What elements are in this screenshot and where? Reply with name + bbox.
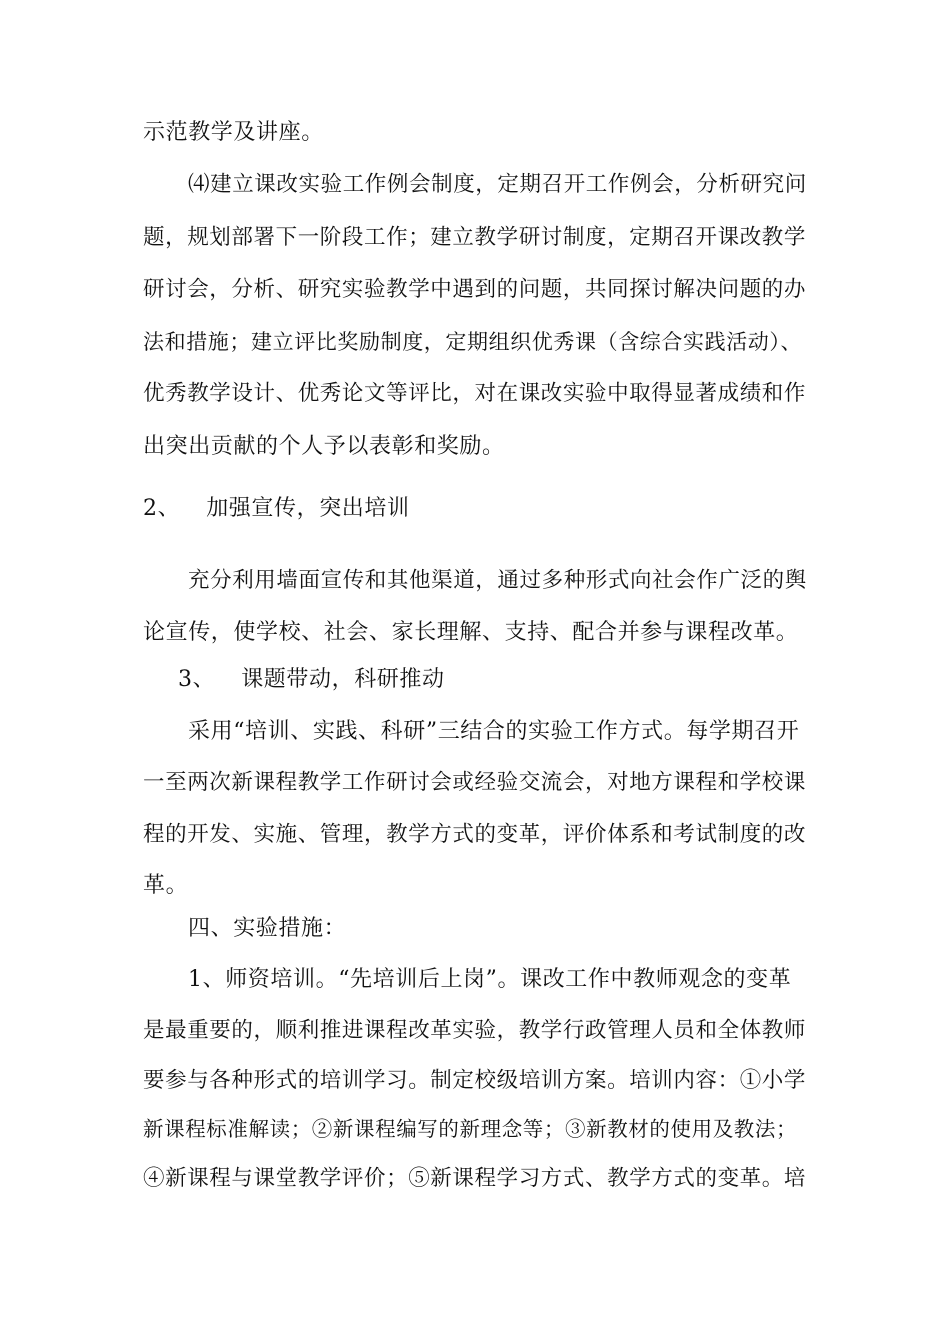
section-number: 3、 — [178, 667, 216, 692]
paragraph-line: 革。 — [143, 873, 189, 898]
paragraph-line: 出突出贡献的个人予以表彰和奖励。 — [143, 434, 505, 459]
section-heading — [178, 667, 445, 693]
section-title: 加强宣传，突出培训 — [206, 496, 410, 521]
paragraph-line: 充分利用墙面宣传和其他渠道，通过多种形式向社会作广泛的舆 — [188, 568, 807, 593]
paragraph-line: 优秀教学设计、优秀论文等评比，对在课改实验中取得显著成绩和作 — [143, 381, 807, 406]
section-title: 课题带动，科研推动 — [241, 667, 445, 692]
paragraph-line: 采用“培训、实践、科研”三结合的实验工作方式。每学期召开 — [188, 719, 800, 744]
paragraph-line: ④新课程与课堂教学评价；⑤新课程学习方式、教学方式的变革。培 — [143, 1166, 807, 1191]
paragraph-line: 一至两次新课程教学工作研讨会或经验交流会，对地方课程和学校课 — [143, 770, 807, 795]
paragraph-line: 研讨会，分析、研究实验教学中遇到的问题，共同探讨解决问题的办 — [143, 277, 807, 302]
section-heading: 四、实验措施： — [188, 916, 347, 941]
paragraph-line: 程的开发、实施、管理，教学方式的变革，评价体系和考试制度的改 — [143, 822, 807, 847]
paragraph-line: 要参与各种形式的培训学习。制定校级培训方案。培训内容：①小学 — [143, 1068, 807, 1093]
paragraph-line: 新课程标准解读；②新课程编写的新理念等；③新教材的使用及教法； — [143, 1117, 798, 1141]
paragraph-line: 法和措施；建立评比奖励制度，定期组织优秀课（含综合实践活动）、 — [143, 330, 803, 354]
section-number: 2、 — [143, 496, 181, 521]
paragraph-line: 示范教学及讲座。 — [143, 120, 324, 145]
paragraph-line: 1、师资培训。“先培训后上岗”。课改工作中教师观念的变革 — [188, 967, 792, 992]
paragraph-line: 论宣传，使学校、社会、家长理解、支持、配合并参与课程改革。 — [143, 620, 799, 645]
paragraph-line: 题，规划部署下一阶段工作；建立教学研讨制度，定期召开课改教学 — [143, 225, 807, 250]
paragraph-line: 是最重要的，顺利推进课程改革实验，教学行政管理人员和全体教师 — [143, 1018, 807, 1043]
section-heading — [143, 496, 410, 522]
paragraph-line: ⑷建立课改实验工作例会制度，定期召开工作例会，分析研究问 — [188, 172, 807, 197]
